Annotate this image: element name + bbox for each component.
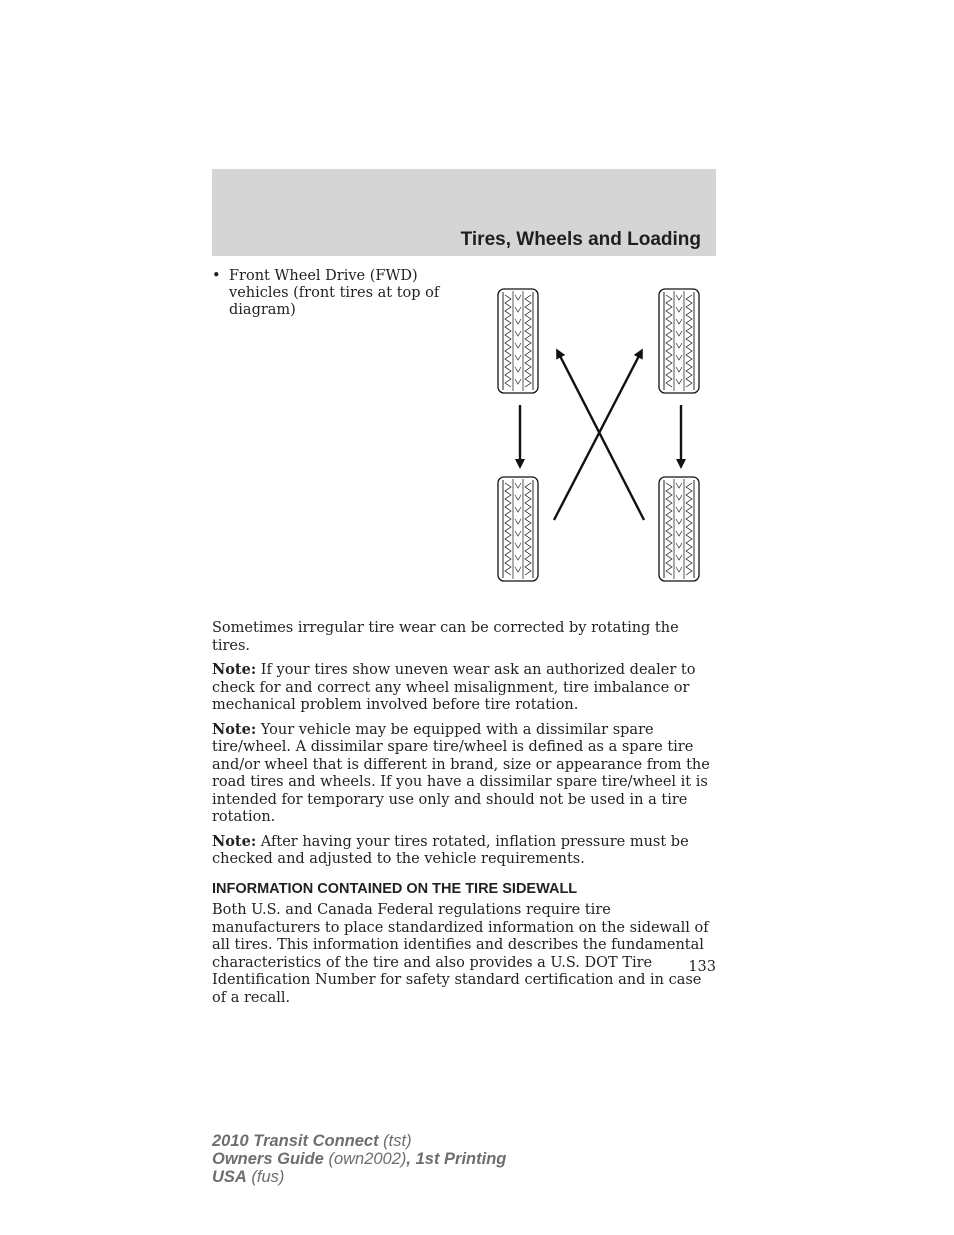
tire-front-left [498,289,538,393]
bullet-item-fwd [212,268,442,319]
footer-line-3 [212,1168,506,1186]
paragraph-sidewall-info: Both U.S. and Canada Federal regulations require tire manufacturers to place standardized information on the sidewall of all tires. This information identifies and describes the fundamental characteristics of the tire and also provides a U.S. DOT Tire Identification Number for safety standard certification and in case of a recall. [212,902,709,1006]
footer-market-code: (fus) [246,1168,285,1186]
note-text: Your vehicle may be equipped with a dissimilar spare tire/wheel. A dissimilar spare tire/wheel is defined as a spare tire and/or wheel that is different in brand, size or appearance from the road tires and wheels. If you have a dissimilar spare tire/wheel it is intended for temporary use only and should not be used in a tire rotation. [212,721,710,825]
arrow-rear-right-to-front-left [558,352,644,520]
page-number: 133 [688,959,716,975]
paragraph-note-uneven-wear [212,661,718,715]
footer-guide: Owners Guide [212,1150,324,1168]
note-label: Note: [212,832,257,850]
footer-printing: , 1st Printing [406,1150,507,1168]
paragraph-rotation: Sometimes irregular tire wear can be corrected by rotating the tires. [212,620,679,654]
note-label: Note: [212,720,257,738]
footer-print-info [212,1132,506,1186]
section-heading: INFORMATION CONTAINED ON THE TIRE SIDEWALL [212,880,578,897]
footer-line-2 [212,1150,506,1168]
footer-model: 2010 Transit Connect [212,1132,379,1150]
bullet-text: Front Wheel Drive (FWD) vehicles (front tires at top of diagram) [229,268,440,318]
footer-model-code: (tst) [378,1132,412,1150]
note-text: If your tires show uneven wear ask an authorized dealer to check for and correct any wheel misalignment, tire imbalance or mechanical problem involved before tire rotation. [212,662,696,713]
note-label: Note: [212,661,257,678]
arrow-rear-left-to-front-right [554,352,641,520]
footer-market: USA [212,1168,247,1186]
section-header-band [212,169,716,256]
tire-rear-right [659,477,699,581]
bullet-symbol: • [212,268,221,284]
footer-line-1 [212,1132,506,1150]
body-text [212,620,718,1013]
footer-guide-code: (own2002) [323,1150,407,1168]
tire-rear-left [498,477,538,581]
section-title: Tires, Wheels and Loading [460,229,701,250]
paragraph-note-inflation [212,833,718,869]
tire-rotation-diagram [490,285,710,585]
tire-front-right [659,289,699,393]
note-text: After having your tires rotated, inflation pressure must be checked and adjusted to the vehicle requirements. [212,833,689,867]
paragraph-note-dissimilar-spare [212,721,718,827]
